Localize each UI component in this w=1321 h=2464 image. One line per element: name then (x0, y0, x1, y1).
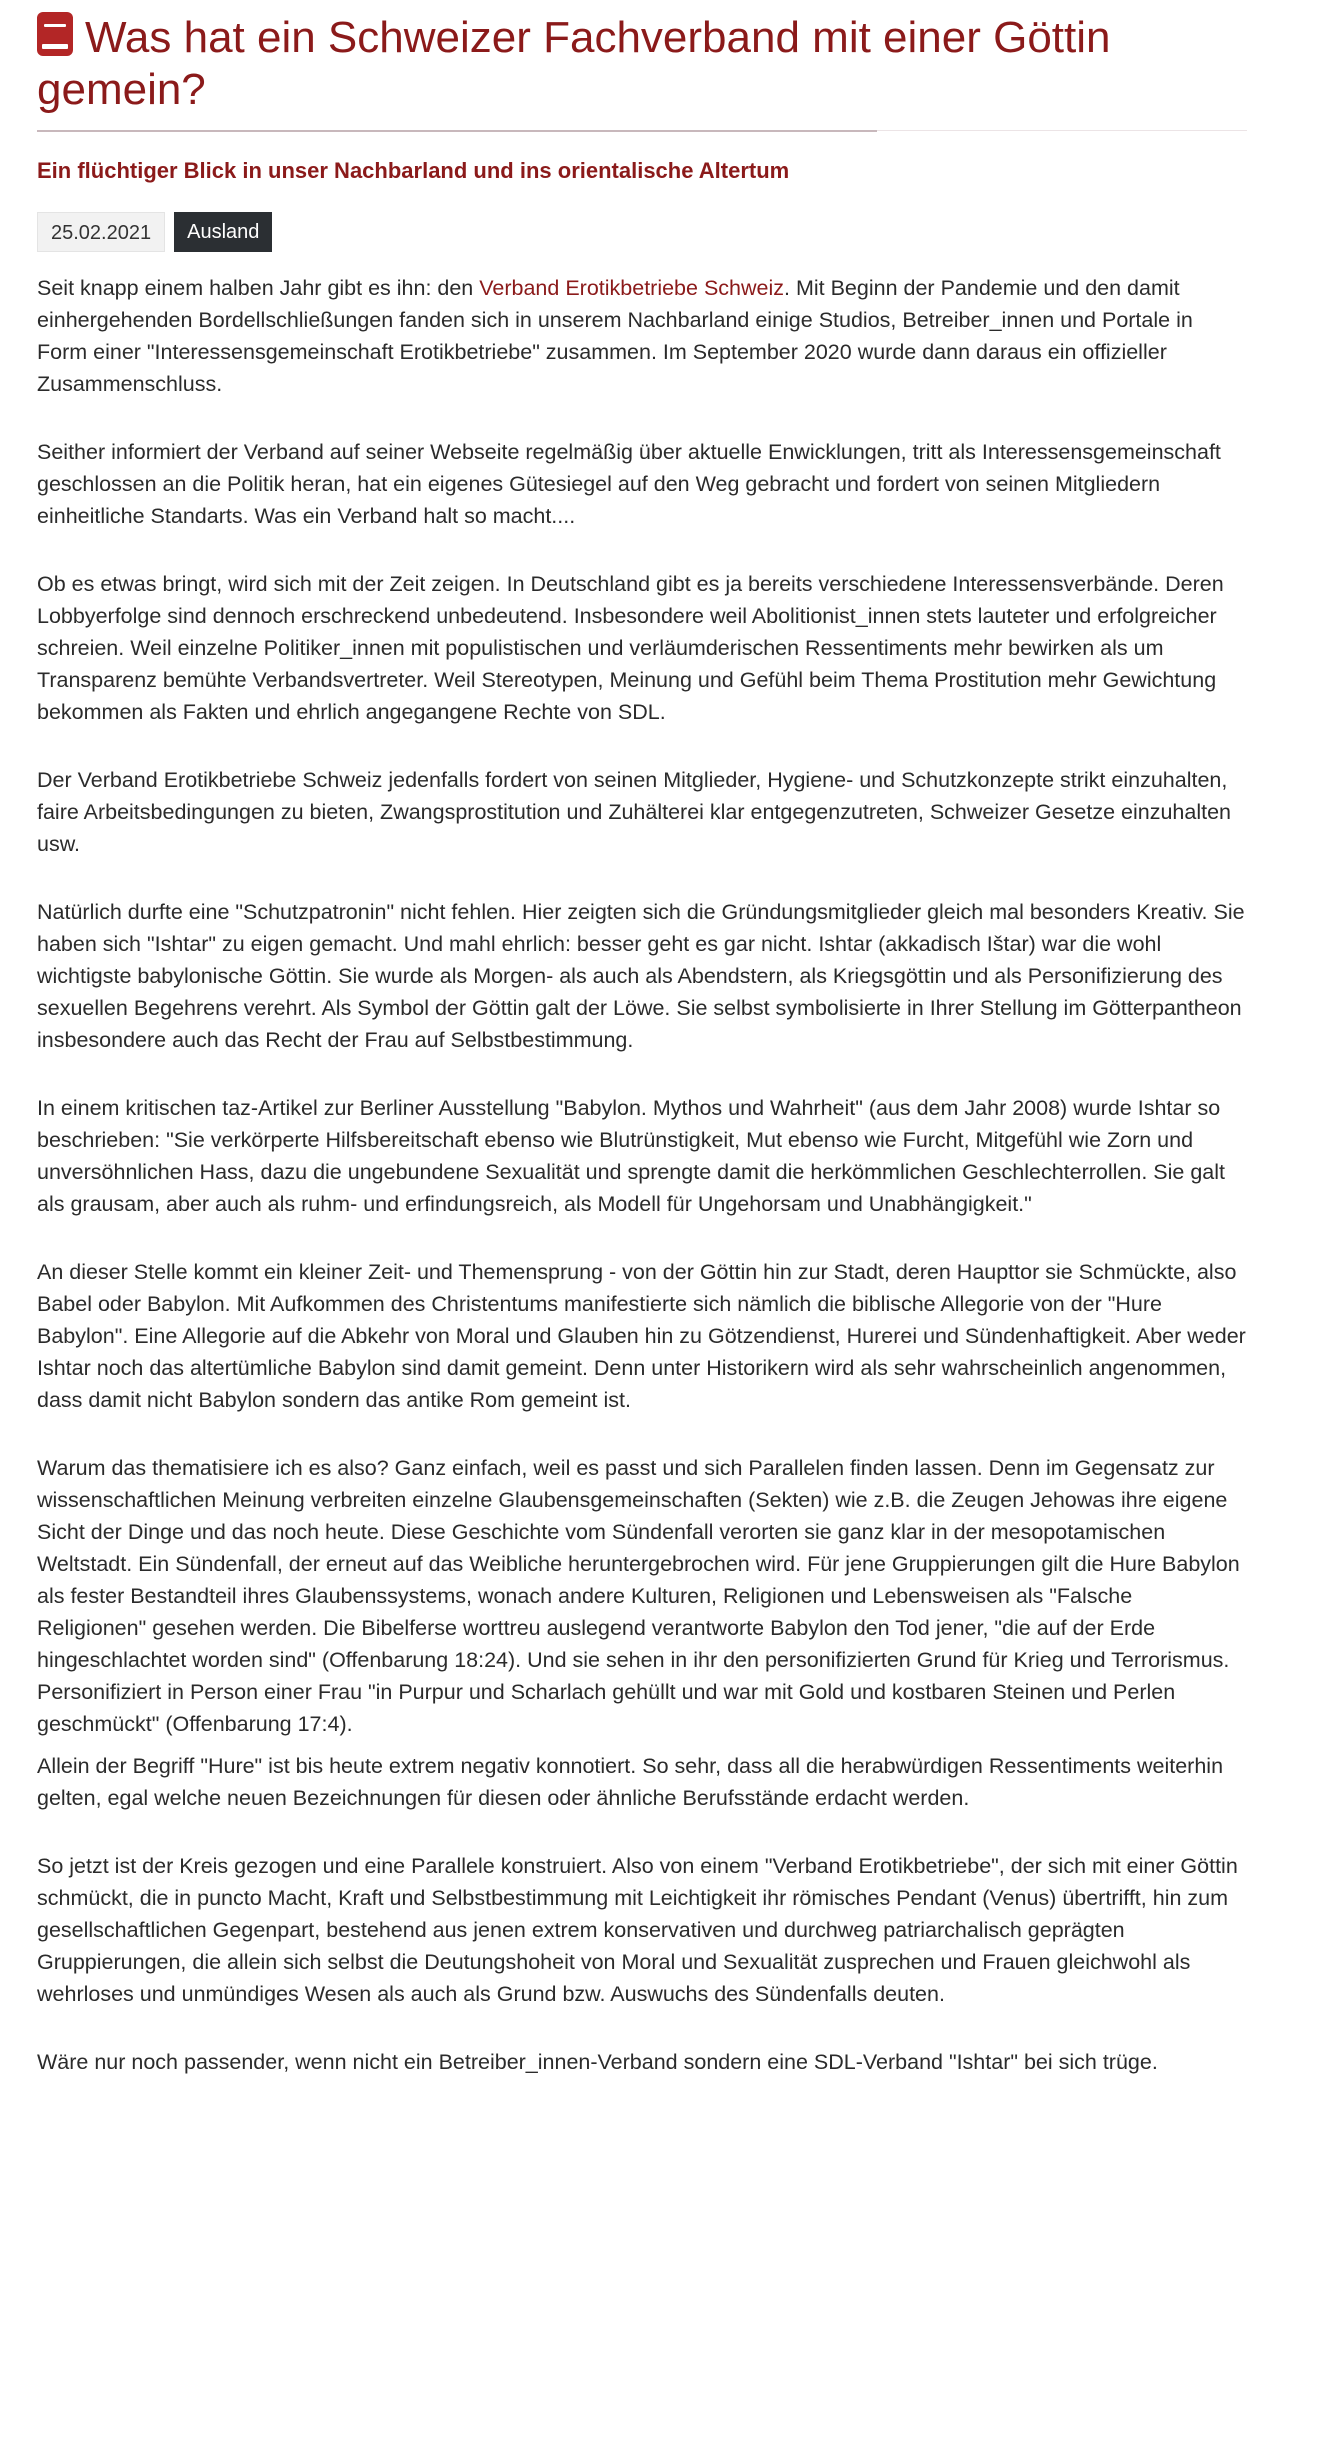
paragraph-7: An dieser Stelle kommt ein kleiner Zeit- und Themensprung - von der Göttin hin zur Stadt, deren Haupttor sie Schmückte, also Babel oder Babylon. Mit Aufkommen des Christentums manifestierte sich nämlich die biblische Allegorie von der "Hure Babylon". Eine Allegorie auf die Abkehr von Moral und Glauben hin zu Götzendienst, Hurerei und Sündenhaftigkeit. Aber weder Ishtar noch das altertümliche Babylon sind damit gemeint. Denn unter Historikern wird als sehr wahrscheinlich angenommen, dass damit nicht Babylon sondern das antike Rom gemeint ist. (37, 1260, 1246, 1412)
title-divider (37, 130, 1247, 132)
paragraph-2: Seither informiert der Verband auf seiner Webseite regelmäßig über aktuelle Enwicklungen, tritt als Interessensgemeinschaft geschlossen an die Politik heran, hat ein eigenes Gütesiegel auf den Weg gebracht und fordert von seinen Mitgliedern einheitliche Standarts. Was ein Verband halt so macht.... (37, 440, 1221, 528)
paragraph-10: So jetzt ist der Kreis gezogen und eine Parallele konstruiert. Also von einem "Verband Erotikbetriebe", der sich mit einer Göttin schmückt, die in puncto Macht, Kraft und Selbstbestimmung mit Leichtigkeit ihr römisches Pendant (Venus) übertrifft, hin zum gesellschaftlichen Gegenpart, bestehend aus jenen extrem konservativen und durchweg patriarchalisch geprägten Gruppierungen, die allein sich selbst die Deutungshoheit von Moral und Sexualität zusprechen und Frauen gleichwohl als wehrloses und unmündiges Wesen als auch als Grund bzw. Auswuchs des Sündenfalls deuten. (37, 1854, 1238, 2006)
paragraph-6: In einem kritischen taz-Artikel zur Berliner Ausstellung "Babylon. Mythos und Wahrheit" (aus dem Jahr 2008) wurde Ishtar so beschrieben: "Sie verkörperte Hilfsbereitschaft ebenso wie Blutrünstigkeit, Mut ebenso wie Furcht, Mitgefühl wie Zorn und unversöhnlichen Hass, dazu die ungebundene Sexualität und sprengte damit die herkömmlichen Geschlechterrollen. Sie galt als grausam, aber auch als ruhm- und erfindungsreich, als Modell für Ungehorsam und Unabhängigkeit." (37, 1096, 1226, 1216)
verband-link[interactable]: Verband Erotikbetriebe Schweiz (479, 276, 785, 300)
title-divider-light (877, 130, 1247, 131)
paragraph-11: Wäre nur noch passender, wenn nicht ein Betreiber_innen-Verband sondern eine SDL-Verband "Ishtar" bei sich trüge. (37, 2050, 1158, 2074)
page-title (37, 12, 1217, 116)
category-tag[interactable]: Ausland (174, 212, 272, 252)
title-divider-strong (37, 130, 877, 132)
book-icon (37, 12, 73, 56)
paragraph-3: Ob es etwas bringt, wird sich mit der Zeit zeigen. In Deutschland gibt es ja bereits verschiedene Interessensverbände. Deren Lobbyerfolge sind dennoch erschreckend unbedeutend. Insbesondere weil Abolitionist_innen stets lauteter und erfolgreicher schreien. Weil einzelne Politiker_innen mit populistischen und verläumderischen Ressentiments mehr bewirken als um Transparenz bemühte Verbandsvertreter. Weil Stereotypen, Meinung und Gefühl beim Thema Prostitution mehr Gewichtung bekommen als Fakten und ehrlich angegangene Rechte von SDL. (37, 572, 1224, 724)
paragraph-5: Natürlich durfte eine "Schutzpatronin" nicht fehlen. Hier zeigten sich die Gründungsmitglieder gleich mal besonders Kreativ. Sie haben sich "Ishtar" zu eigen gemacht. Und mahl ehrlich: besser geht es gar nicht. Ishtar (akkadisch Ištar) war die wohl wichtigste babylonische Göttin. Sie wurde als Morgen- als auch als Abendstern, als Kriegsgöttin und als Personifizierung des sexuellen Begehrens verehrt. Als Symbol der Göttin galt der Löwe. Sie selbst symbolisierte in Ihrer Stellung im Götterpantheon insbesondere auch das Recht der Frau auf Selbstbestimmung. (37, 900, 1245, 1052)
paragraph-1 (37, 272, 1247, 400)
paragraph-8: Warum das thematisiere ich es also? Ganz einfach, weil es passt und sich Parallelen finden lassen. Denn im Gegensatz zur wissenschaftlichen Meinung verbreiten einzelne Glaubensgemeinschaften (Sekten) wie z.B. die Zeugen Jehowas ihre eigene Sicht der Dinge und das noch heute. Diese Geschichte vom Sündenfall verorten sie ganz klar in der mesopotamischen Weltstadt. Ein Sündenfall, der erneut auf das Weibliche heruntergebrochen wird. Für jene Gruppierungen gilt die Hure Babylon als fester Bestandteil ihres Glaubenssystems, wonach andere Kulturen, Religionen und Lebensweisen als "Falsche Religionen" gesehen werden. Die Bibelferse worttreu auslegend verantworte Babylon den Tod jener, "die auf der Erde hingeschlachtet worden sind" (Offenbarung 18:24). Und sie sehen in ihr den personifizierten Grund für Krieg und Terrorismus. Personifiziert in Person einer Frau "in Purpur und Scharlach gehüllt und war mit Gold und kostbaren Steinen und Perlen geschmückt" (Offenbarung 17:4). (37, 1456, 1240, 1736)
page-title-text: Was hat ein Schweizer Fachverband mit einer Göttin gemein? (37, 13, 1111, 114)
paragraph-1-start: Seit knapp einem halben Jahr gibt es ihn: den (37, 276, 480, 300)
article-body (37, 272, 1247, 2078)
article-meta (37, 212, 1247, 252)
article-subtitle: Ein flüchtiger Blick in unser Nachbarland und ins orientalische Altertum (37, 158, 790, 183)
publish-date: 25.02.2021 (37, 212, 165, 252)
paragraph-9: Allein der Begriff "Hure" ist bis heute extrem negativ konnotiert. So sehr, dass all die herabwürdigen Ressentiments weiterhin gelten, egal welche neuen Bezeichnungen für diesen oder ähnliche Berufsstände erdacht werden. (37, 1754, 1224, 1810)
paragraph-4: Der Verband Erotikbetriebe Schweiz jedenfalls fordert von seinen Mitglieder, Hygiene- und Schutzkonzepte strikt einzuhalten, faire Arbeitsbedingungen zu bieten, Zwangsprostitution und Zuhälterei klar entgegenzutreten, Schweizer Gesetze einzuhalten usw. (37, 768, 1231, 856)
paragraph-1-end: . Mit Beginn der Pandemie und den damit einhergehenden Bordellschließungen fanden sich in unserem Nachbarland einige Studios, Betreiber_innen und Portale in Form einer "Interessensgemeinschaft Erotikbetriebe" zusammen. Im September 2020 wurde dann daraus ein offizieller Zusammenschluss. (37, 276, 1193, 396)
title-row (37, 0, 1247, 116)
